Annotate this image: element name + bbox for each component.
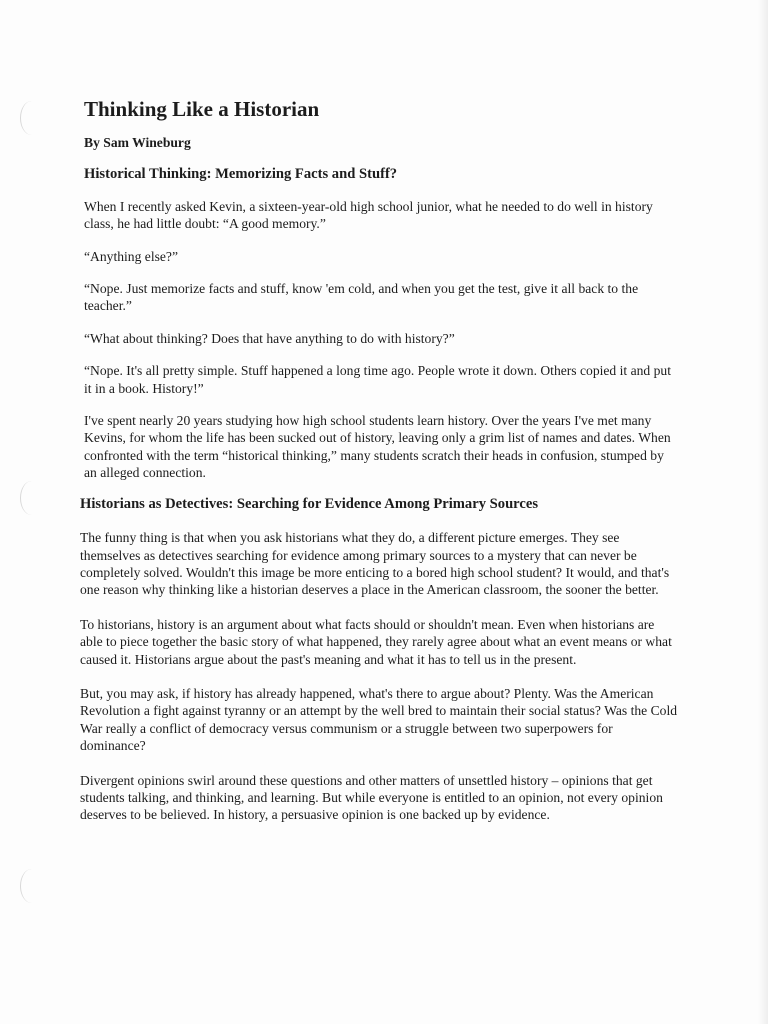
body-paragraph: “Anything else?” — [84, 248, 178, 264]
body-paragraph: The funny thing is that when you ask historians what they do, a different picture emerges. They see themselves as detectives searching for evidence among primary sources to a mystery that can never be completely solved. Wouldn't this image be more enticing to a bored high school student? It would, and that's one reason why thinking like a historian deserves a place in the American classroom, the sooner the better. — [80, 530, 670, 598]
section-body-historians-as-detectives — [80, 529, 680, 824]
section-heading-historical-thinking: Historical Thinking: Memorizing Facts and Stuff? — [84, 166, 398, 183]
punch-hole — [20, 481, 43, 515]
punch-hole — [20, 869, 43, 903]
body-paragraph: But, you may ask, if history has already happened, what's there to argue about? Plenty. Was the American Revolution a fight against tyranny or an attempt by the well bred to maintain their social status? Was the Cold War really a conflict of democracy versus communism or a struggle between two superpowers for dominance? — [80, 685, 678, 754]
author-byline: By Sam Wineburg — [84, 135, 191, 150]
punch-hole — [20, 101, 43, 135]
body-paragraph: “Nope. Just memorize facts and stuff, know 'em cold, and when you get the test, give it all back to the teacher.” — [84, 281, 639, 314]
body-paragraph: Divergent opinions swirl around these questions and other matters of unsettled history – opinions that get students talking, and thinking, and learning. But while everyone is entitled to an opinion, not every opinion deserves to be believed. In history, a persuasive opinion is one backed up by evidence. — [80, 772, 663, 823]
body-paragraph: To historians, history is an argument about what facts should or shouldn't mean. Even when historians are able to piece together the basic story of what happened, they rarely agree about what an event means or what caused it. Historians argue about the past's meaning and what it has to tell us in the present. — [80, 616, 672, 667]
body-paragraph: I've spent nearly 20 years studying how high school students learn history. Over the years I've met many Kevins, for whom the life has been sucked out of history, leaving only a grim list of names and dates. When confronted with the term “historical thinking,” many students scratch their heads in confusion, stumped by an alleged connection. — [84, 413, 671, 481]
page-edge-shadow — [758, 0, 768, 1024]
body-paragraph: When I recently asked Kevin, a sixteen-year-old high school junior, what he needed to do well in history class, he had little doubt: “A good memory.” — [84, 198, 653, 232]
article-title: Thinking Like a Historian — [84, 97, 320, 121]
section-heading-historians-as-detectives: Historians as Detectives: Searching for Evidence Among Primary Sources — [80, 495, 539, 512]
body-paragraph: “Nope. It's all pretty simple. Stuff happened a long time ago. People wrote it down. Others copied it and put it in a book. History!” — [84, 363, 671, 396]
body-paragraph: “What about thinking? Does that have anything to do with history?” — [84, 330, 455, 346]
section-body-historical-thinking — [80, 198, 680, 482]
article — [80, 95, 680, 824]
